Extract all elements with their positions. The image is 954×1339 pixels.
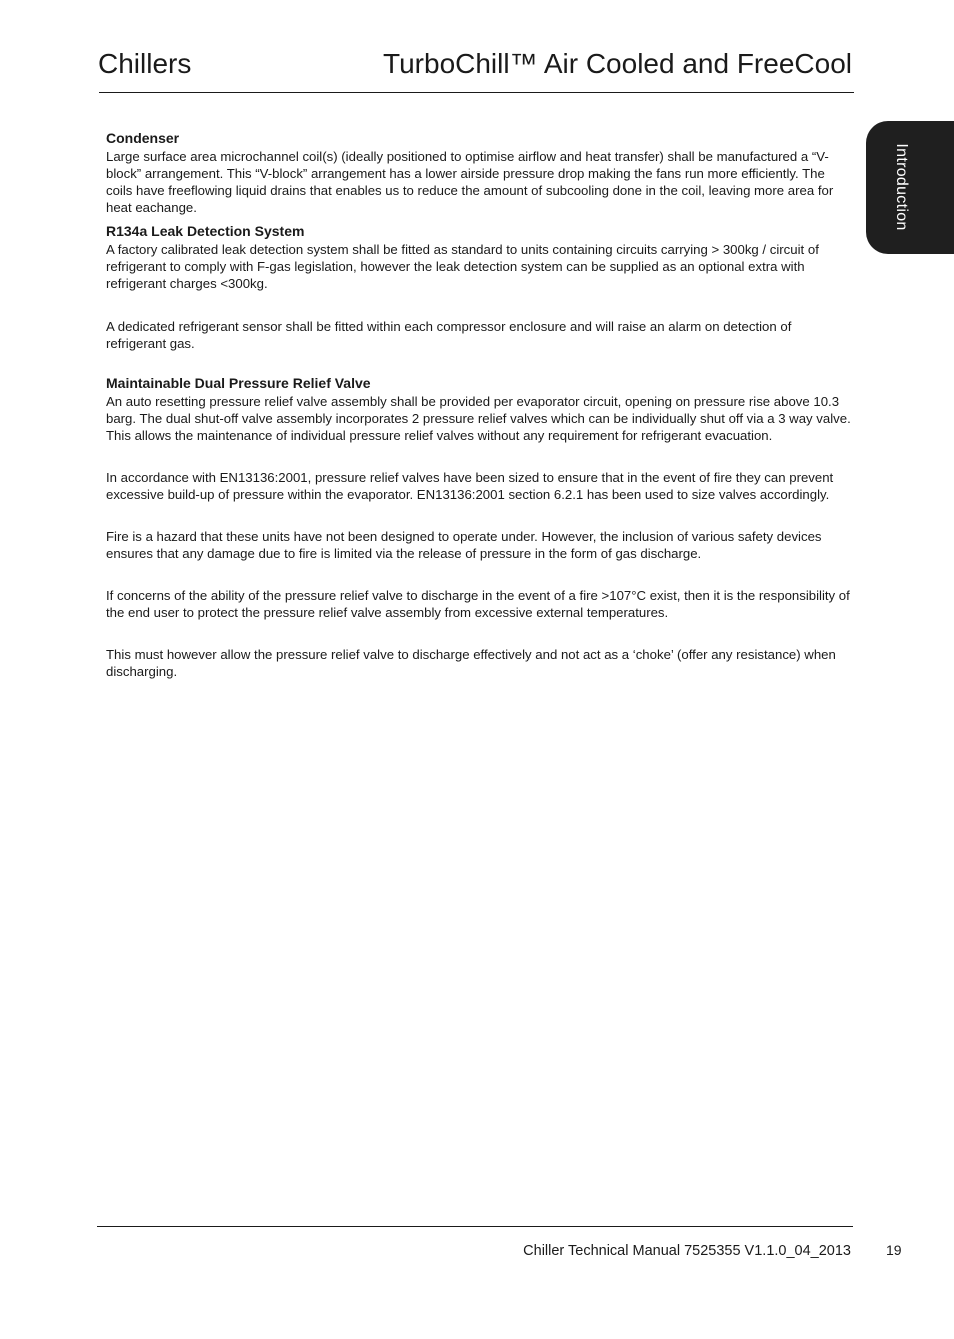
relief-valve-paragraph-4: If concerns of the ability of the pressure relief valve to discharge in the event of a fire >107°C exist, then it is the responsibility of the end user to protect the pressure relief valve assembly from excessive external temperatures. [106,588,850,620]
footer-divider [97,1226,853,1227]
leak-detection-heading: R134a Leak Detection System [106,223,305,239]
leak-detection-paragraph-1: A factory calibrated leak detection system shall be fitted as standard to units containing circuits carrying > 300kg / circuit of refrigerant to comply with F-gas legislation, however the leak detection system can be supplied as an optional extra with refrigerant charges <300kg. [106,242,819,291]
relief-valve-paragraph-1: An auto resetting pressure relief valve assembly shall be provided per evaporator circuit, opening on pressure rise above 10.3 barg. The dual shut-off valve assembly incorporates 2 pressure relief valves which can be individually shut off via a 3 way valve. This allows the maintenance of individual pressure relief valves without any requirement for refrigerant evacuation. [106,394,851,443]
side-tab-label: Introduction [893,143,910,231]
condenser-paragraph: Large surface area microchannel coil(s) (ideally positioned to optimise airflow and heat transfer) shall be manufactured a “V-block” arrangement. This “V-block” arrangement has a lower airside pressure drop making the fans run more efficiently. The coils have freeflowing liquid drains that enables us to reduce the amount of subcooling done in the coil, leaving more area for heat eachange. [106,149,834,215]
header-document-title: TurboChill™ Air Cooled and FreeCool [383,48,852,79]
relief-valve-paragraph-3: Fire is a hazard that these units have not been designed to operate under. However, the inclusion of various safety devices ensures that any damage due to fire is limited via the release of pressure in the form of gas discharge. [106,529,822,561]
header-divider [99,92,854,93]
footer-manual-reference: Chiller Technical Manual 7525355 V1.1.0_04_2013 [523,1243,851,1259]
relief-valve-paragraph-2: In accordance with EN13136:2001, pressure relief valves have been sized to ensure that in the event of fire they can prevent excessive build-up of pressure within the evaporator. EN13136:2001 section 6.2.1 has been used to size valves accordingly. [106,470,834,502]
side-tab-introduction[interactable] [866,121,954,254]
header-section-title: Chillers [98,48,192,79]
condenser-heading: Condenser [106,130,180,146]
relief-valve-paragraph-5: This must however allow the pressure relief valve to discharge effectively and not act as a ‘choke’ (offer any resistance) when discharging. [106,647,836,679]
relief-valve-heading: Maintainable Dual Pressure Relief Valve [106,375,371,391]
page-number: 19 [886,1242,902,1258]
leak-detection-paragraph-2: A dedicated refrigerant sensor shall be fitted within each compressor enclosure and will raise an alarm on detection of refrigerant gas. [106,319,792,351]
main-content [106,129,852,680]
